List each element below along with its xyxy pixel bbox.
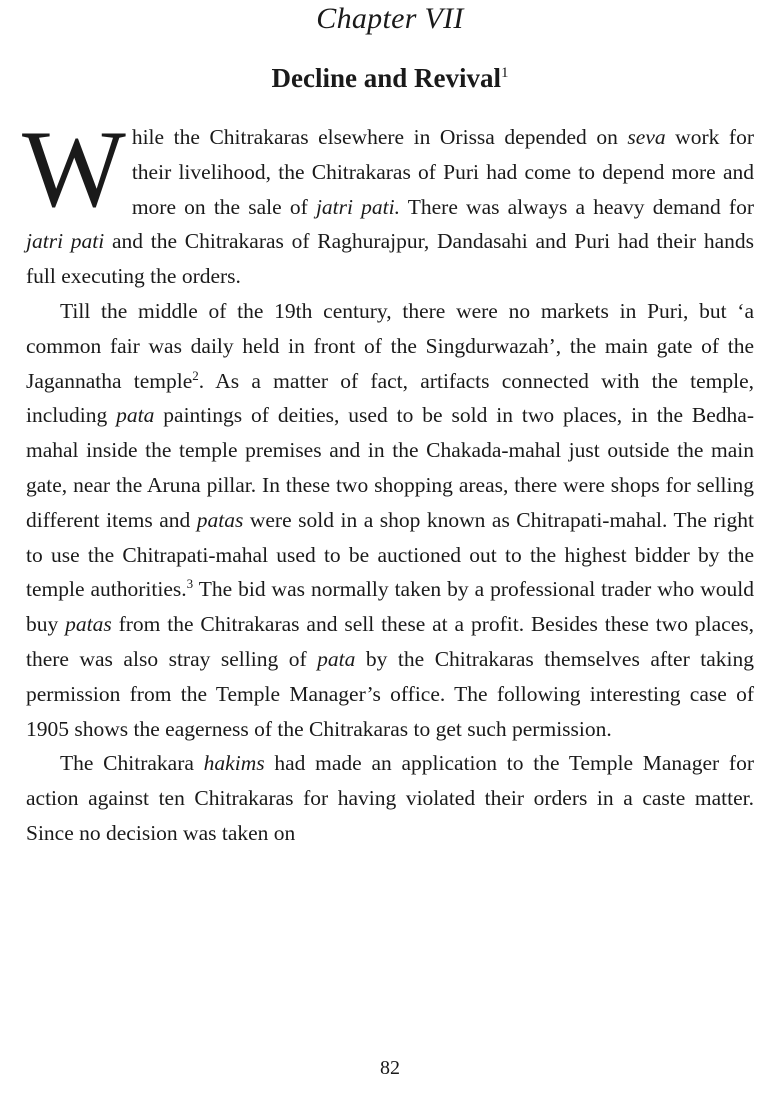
paragraph-1-italic-3: jatri pati (26, 229, 105, 254)
footnote-marker: 2 (192, 367, 199, 383)
paragraph-1-italic-1: seva (627, 125, 666, 149)
paragraph-1-text-4: and the Chitrakaras of Raghurajpur, Dandasahi and Puri had their hands full executing the orders. (26, 229, 754, 289)
paragraph-2-text-2: . As a matter of fact, artifacts connected with the temple, including (26, 368, 754, 428)
paragraph-2-italic-2: patas (196, 507, 244, 532)
paragraph-3-italic-1: hakims (203, 751, 265, 776)
chapter-label: Chapter VII (316, 2, 464, 35)
footnote-marker: 3 (186, 576, 194, 592)
paragraph-2-italic-4: pata (317, 646, 356, 671)
paragraph-3-text-1: The Chitrakara (60, 751, 204, 776)
body-text (22, 108, 755, 851)
book-page (22, 0, 755, 1108)
paragraph-1-text-3: There was always a heavy demand for (399, 194, 755, 219)
paragraph-2-text-6: from the Chitrakaras and sell these at a profit. Besides these two places, there was also stray selling of (26, 612, 755, 671)
paragraph-2-text-1: Till the middle of the 19th century, there were no markets in Puri, but ‘a common fair was daily held in front of the Singdurwazah’, the main gate of the Jagannatha temple (26, 298, 754, 393)
paragraph-2-text-3: paintings of deities, used to be sold in two places, in the Bedha-mahal inside the temple premises and in the Chakada-mahal just outside the main gate, near the Aruna pillar. In these two shopping areas, there were shops for selling different items and (26, 403, 754, 532)
title-footnote-marker: 1 (501, 65, 509, 81)
paragraph-3-text-2: had made an application to the Temple Manager for action against ten Chitrakaras for having violated their orders in a caste matter. Since no decision was taken on (26, 751, 754, 845)
paragraph-3 (26, 746, 754, 850)
paragraph-1 (22, 108, 755, 294)
drop-cap: W (22, 108, 126, 230)
chapter-title (26, 60, 754, 96)
paragraph-2-text-4: were sold in a shop known as Chitrapati-mahal. The right to use the Chitrapati-mahal used to be auctioned out to the highest bidder by the temple authorities. (26, 507, 755, 602)
paragraph-2 (26, 294, 754, 746)
paragraph-1-text-1: hile the Chitrakaras elsewhere in Orissa depended on (131, 125, 628, 149)
paragraph-2-text-5: The bid was normally taken by a professional trader who would buy (26, 577, 754, 637)
page-number: 82 (380, 1057, 400, 1079)
paragraph-2-italic-3: patas (65, 612, 112, 637)
paragraph-2-italic-1: pata (116, 403, 155, 428)
paragraph-1-italic-2: jatri pati. (315, 194, 400, 219)
paragraph-2-text-7: by the Chitrakaras themselves after taking permission from the Temple Manager’s office. The following interesting case of 1905 shows the eagerness of the Chitrakaras to get such permission. (26, 646, 754, 741)
paragraph-1-text-2: work for their livelihood, the Chitrakaras of Puri had come to depend more and more on the sale of (131, 125, 755, 219)
chapter-title-text: Decline and Revival (271, 63, 501, 93)
